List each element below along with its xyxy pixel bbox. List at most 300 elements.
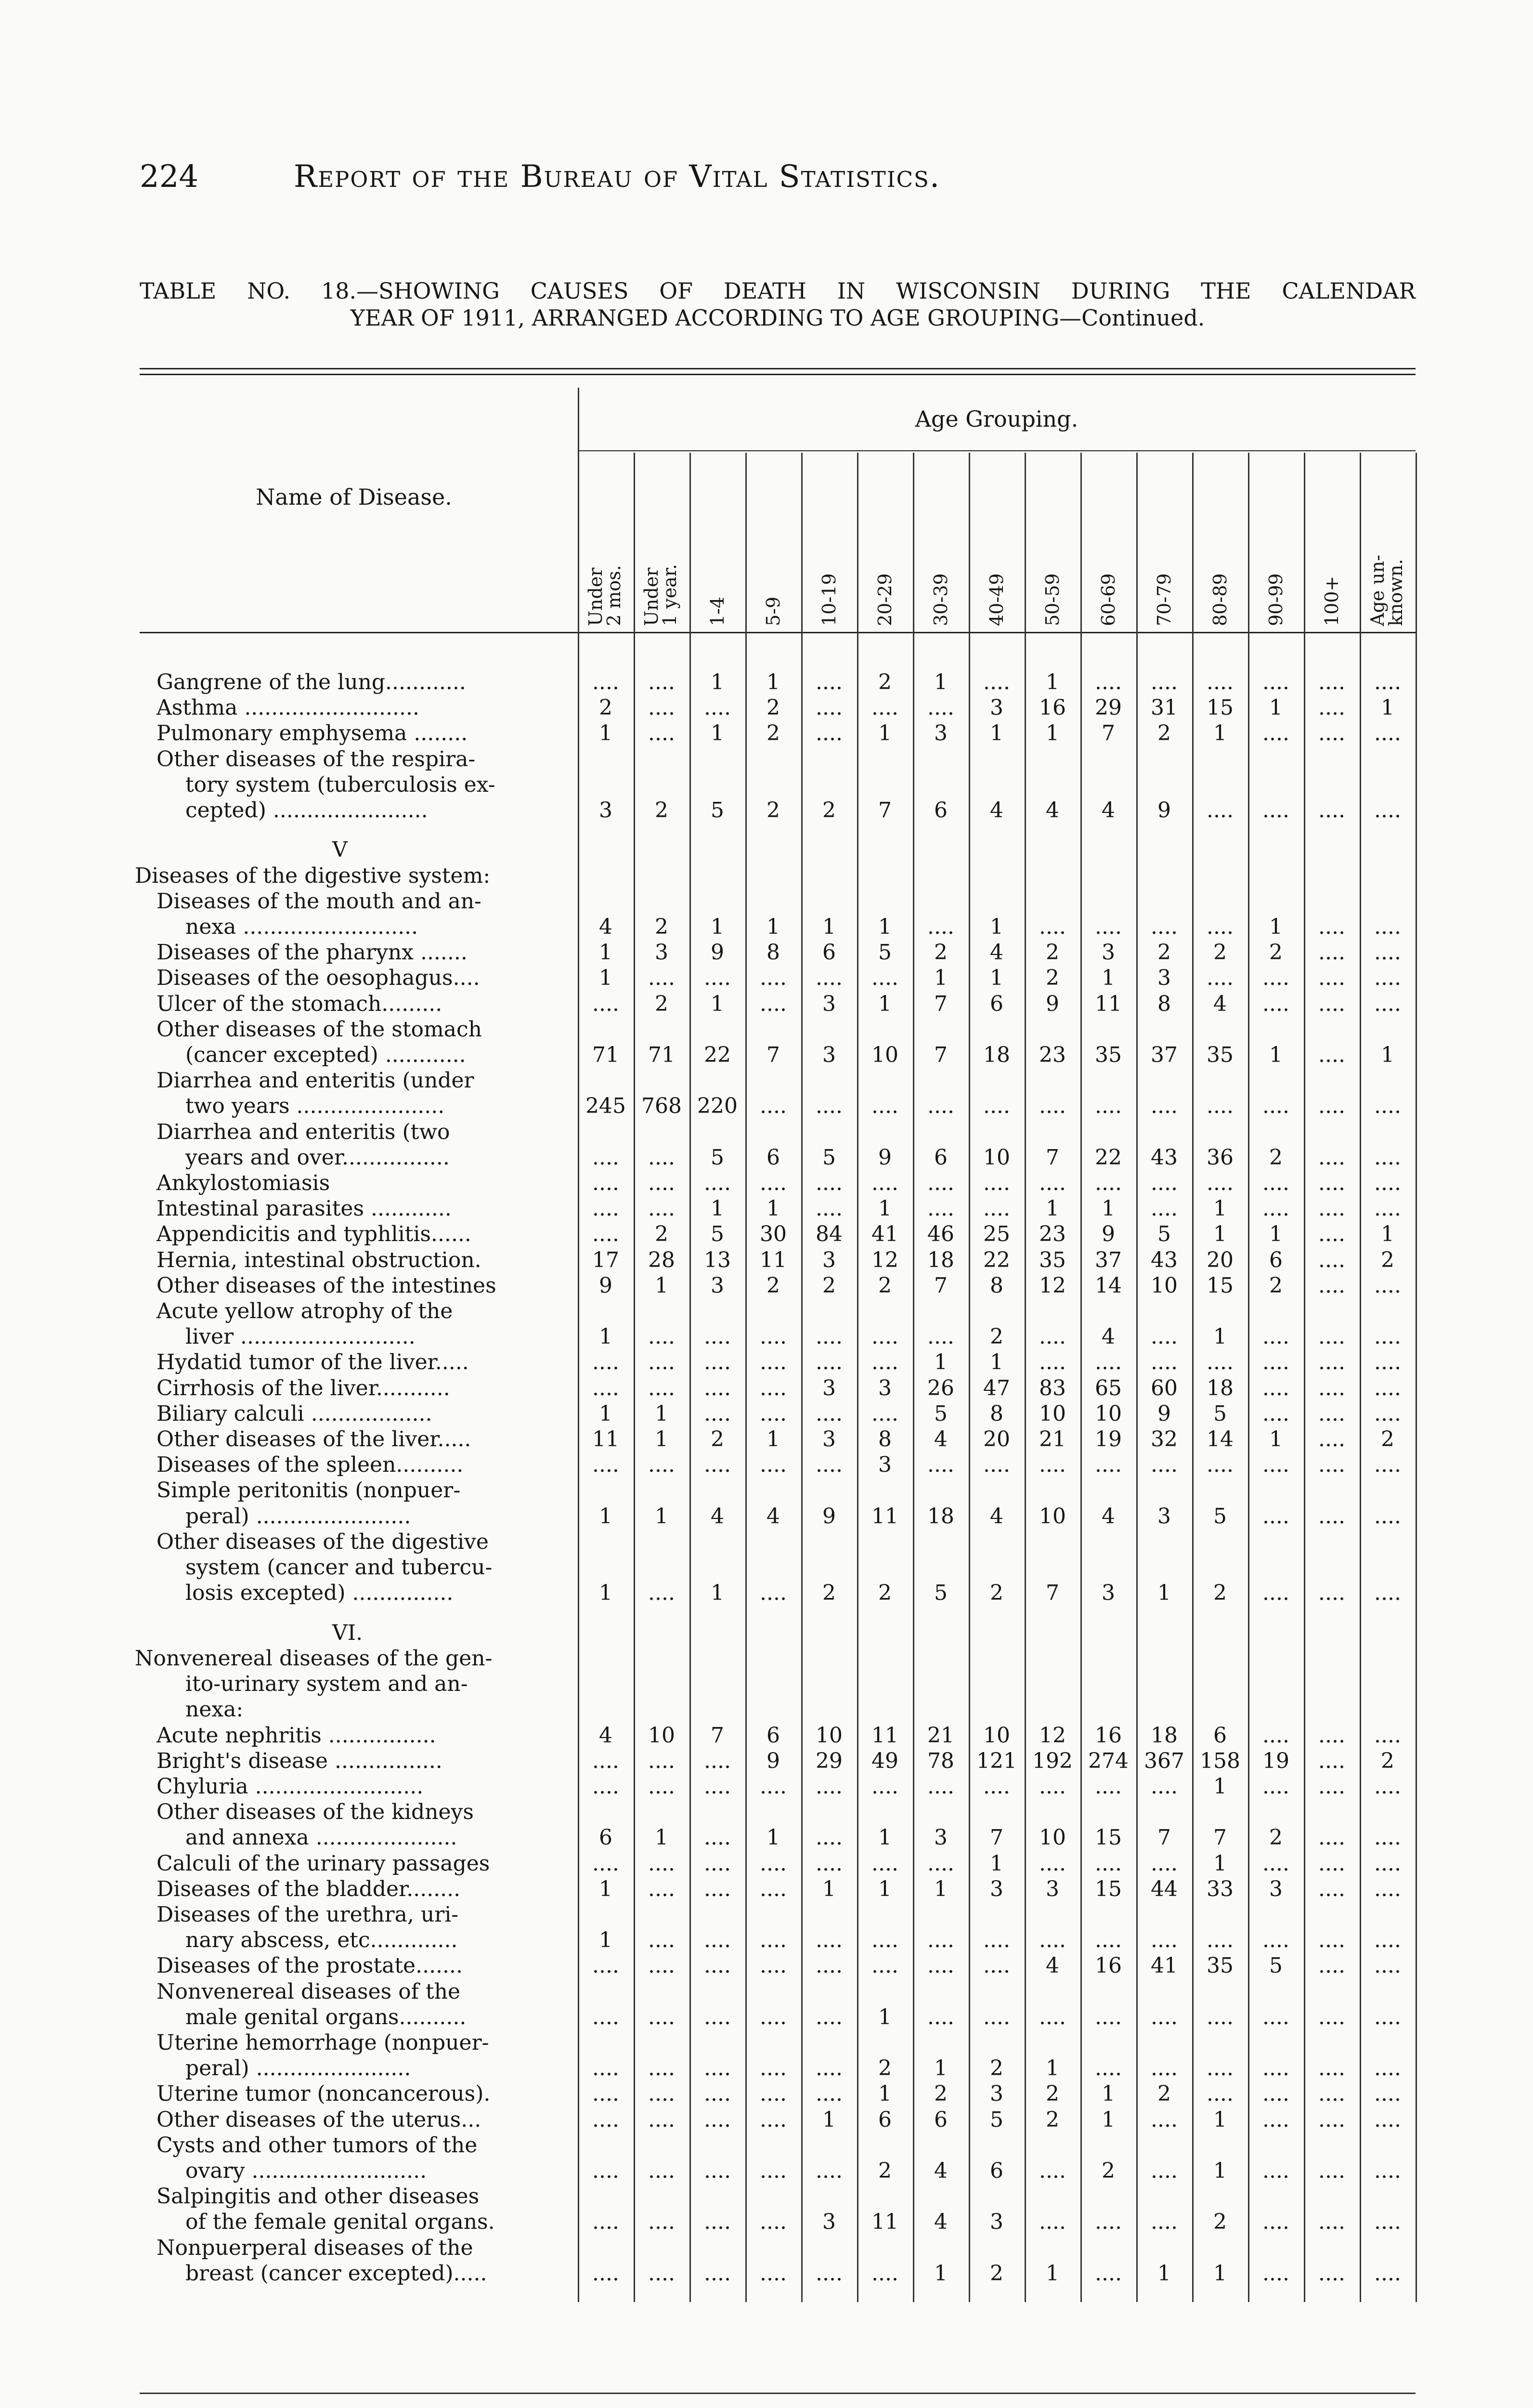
- disease-name: Ankylostomiasis: [156, 1171, 330, 1196]
- table-cell: 2: [766, 1273, 780, 1298]
- table-cell: ....: [1374, 1324, 1401, 1349]
- table-cell: ....: [760, 1350, 787, 1375]
- table-cell: ....: [592, 1196, 619, 1221]
- table-cell: 22: [704, 1043, 731, 1068]
- table-cell: ....: [1095, 1350, 1122, 1375]
- table-cell: ....: [704, 1953, 731, 1978]
- table-cell: 2: [1046, 2081, 1059, 2107]
- table-row: [0, 940, 1533, 966]
- table-cell: ....: [760, 2210, 787, 2235]
- table-cell: ....: [1151, 1453, 1178, 1478]
- table-cell: 1: [934, 966, 948, 991]
- page-header: [140, 159, 1440, 212]
- table-cell: ....: [1095, 1851, 1122, 1876]
- table-cell: 4: [934, 2210, 948, 2235]
- disease-name: breast (cancer excepted).....: [185, 2261, 487, 2286]
- table-cell: ....: [592, 670, 619, 694]
- table-cell: ....: [760, 2107, 787, 2132]
- table-cell: 29: [1095, 695, 1122, 720]
- table-cell: ....: [648, 1748, 675, 1773]
- table-cell: 78: [927, 1748, 954, 1773]
- table-cell: 7: [1046, 1145, 1059, 1170]
- table-cell: ....: [1318, 1196, 1345, 1221]
- table-cell: ....: [704, 1453, 731, 1478]
- table-cell: ....: [1095, 2004, 1122, 2029]
- table-cell: ....: [1374, 2210, 1401, 2235]
- table-cell: 4: [990, 1504, 1003, 1529]
- column-header-line: 50-59: [1042, 573, 1063, 626]
- table-cell: ....: [1262, 2158, 1289, 2183]
- table-cell: ....: [1262, 1171, 1289, 1196]
- table-cell: ....: [1318, 695, 1345, 720]
- column-header: [586, 565, 623, 626]
- table-cell: ....: [1151, 2158, 1178, 2183]
- disease-name: male genital organs..........: [185, 2004, 467, 2029]
- column-header-line: 60-69: [1098, 573, 1119, 626]
- table-cell: ....: [648, 1324, 675, 1349]
- column-header: [819, 573, 839, 626]
- table-cell: ....: [1374, 1453, 1401, 1478]
- table-cell: ....: [1095, 1928, 1122, 1953]
- table-cell: ....: [760, 1928, 787, 1953]
- table-cell: ....: [1374, 1094, 1401, 1119]
- table-cell: ....: [1318, 1723, 1345, 1748]
- column-header: [875, 573, 895, 626]
- table-cell: 7: [1046, 1581, 1059, 1606]
- table-cell: 6: [934, 798, 948, 823]
- table-cell: ....: [760, 2056, 787, 2081]
- table-cell: ....: [760, 1876, 787, 1901]
- table-cell: ....: [592, 1953, 619, 1978]
- table-cell: 44: [1151, 1876, 1178, 1901]
- column-header-line: 1 year.: [659, 564, 680, 626]
- table-cell: ....: [927, 1953, 954, 1978]
- table-cell: ....: [1318, 2056, 1345, 2081]
- table-cell: ....: [760, 966, 787, 991]
- table-cell: ....: [760, 1171, 787, 1196]
- table-cell: 1: [1381, 1043, 1394, 1068]
- table-cell: 4: [1102, 1324, 1115, 1349]
- table-cell: 3: [990, 2081, 1003, 2107]
- table-cell: 6: [934, 1145, 948, 1170]
- table-cell: 10: [648, 1723, 675, 1748]
- table-cell: 1: [934, 2056, 948, 2081]
- table-cell: ....: [704, 1928, 731, 1953]
- table-cell: 3: [1269, 1876, 1283, 1901]
- table-row: [0, 863, 1533, 889]
- table-cell: 9: [822, 1504, 836, 1529]
- table-cell: 18: [983, 1043, 1010, 1068]
- table-row: [0, 1902, 1533, 1928]
- table-cell: 2: [1102, 2158, 1115, 2183]
- table-cell: 274: [1088, 1748, 1129, 1773]
- table-cell: ....: [1318, 1928, 1345, 1953]
- column-header-line: 10-19: [818, 573, 840, 626]
- table-cell: ....: [871, 1350, 898, 1375]
- table-row: [0, 1851, 1533, 1877]
- table-cell: 10: [1039, 1401, 1066, 1426]
- table-cell: ....: [871, 1324, 898, 1349]
- column-header: [987, 573, 1006, 626]
- table-cell: ....: [927, 695, 954, 720]
- table-cell: ....: [1151, 1324, 1178, 1349]
- table-cell: ....: [1095, 1094, 1122, 1119]
- table-cell: 10: [1039, 1825, 1066, 1850]
- table-cell: 23: [1039, 1222, 1066, 1247]
- table-cell: 3: [711, 1273, 724, 1298]
- table-cell: 4: [766, 1504, 780, 1529]
- table-cell: 7: [766, 1043, 780, 1068]
- table-cell: ....: [1262, 1774, 1289, 1799]
- table-cell: 5: [1213, 1401, 1227, 1426]
- table-cell: 158: [1200, 1748, 1240, 1773]
- table-cell: ....: [927, 1774, 954, 1799]
- table-cell: 3: [1157, 1504, 1171, 1529]
- table-row: [0, 2030, 1533, 2056]
- table-cell: ....: [648, 1876, 675, 1901]
- table-cell: 71: [648, 1043, 675, 1068]
- table-cell: ....: [704, 1375, 731, 1400]
- age-grouping-header: Age Grouping.: [915, 406, 1078, 432]
- table-cell: 43: [1151, 1247, 1178, 1272]
- table-cell: 19: [1262, 1748, 1289, 1773]
- table-row: [0, 2004, 1533, 2030]
- disease-name: Diseases of the digestive system:: [135, 863, 491, 888]
- table-cell: 121: [976, 1748, 1017, 1773]
- table-row: [0, 1273, 1533, 1299]
- table-cell: ....: [871, 966, 898, 991]
- table-cell: 2: [1157, 2081, 1171, 2107]
- table-cell: ....: [1262, 2081, 1289, 2107]
- table-cell: 2: [1269, 1825, 1283, 1850]
- table-cell: 3: [878, 1375, 892, 1400]
- table-cell: 12: [1039, 1273, 1066, 1298]
- table-cell: 35: [1207, 1043, 1234, 1068]
- table-cell: 1: [599, 1504, 612, 1529]
- table-cell: ....: [1318, 798, 1345, 823]
- table-cell: 65: [1095, 1375, 1122, 1400]
- table-cell: ....: [1039, 1324, 1066, 1349]
- table-cell: 4: [934, 1427, 948, 1452]
- table-row: [0, 1774, 1533, 1800]
- table-cell: ....: [592, 2107, 619, 2132]
- table-cell: ....: [1151, 1851, 1178, 1876]
- table-cell: ....: [1207, 915, 1234, 940]
- table-cell: ....: [1039, 1171, 1066, 1196]
- table-cell: ....: [1374, 1851, 1401, 1876]
- column-header: [1210, 573, 1230, 626]
- disease-name: Diseases of the bladder........: [156, 1876, 461, 1901]
- table-cell: 6: [766, 1145, 780, 1170]
- table-cell: 1: [1213, 1774, 1227, 1799]
- disease-name: peral) .......................: [185, 2056, 411, 2081]
- table-cell: 10: [983, 1145, 1010, 1170]
- table-cell: ....: [816, 1196, 843, 1221]
- table-cell: ....: [1374, 798, 1401, 823]
- table-cell: 1: [599, 1876, 612, 1901]
- table-cell: 6: [1213, 1723, 1227, 1748]
- table-cell: ....: [1039, 1928, 1066, 1953]
- table-cell: ....: [1039, 2004, 1066, 2029]
- table-cell: 4: [599, 1723, 612, 1748]
- table-cell: ....: [1374, 2056, 1401, 2081]
- column-header: [1368, 555, 1405, 626]
- table-cell: 31: [1151, 695, 1178, 720]
- table-cell: ....: [871, 1953, 898, 1978]
- disease-name: Appendicitis and typhlitis......: [156, 1222, 471, 1247]
- table-cell: ....: [1151, 1774, 1178, 1799]
- table-cell: 1: [1381, 695, 1394, 720]
- table-cell: ....: [1039, 1350, 1066, 1375]
- table-cell: 4: [1046, 1953, 1059, 1978]
- table-cell: 71: [592, 1043, 619, 1068]
- table-cell: ....: [1374, 1723, 1401, 1748]
- table-cell: ....: [1039, 1453, 1066, 1478]
- table-cell: ....: [1318, 1825, 1345, 1850]
- table-cell: ....: [1262, 2004, 1289, 2029]
- table-cell: ....: [1318, 1581, 1345, 1606]
- table-cell: ....: [648, 2081, 675, 2107]
- table-row: [0, 669, 1533, 695]
- table-cell: ....: [760, 2004, 787, 2029]
- table-cell: ....: [816, 1851, 843, 1876]
- table-row: [0, 2209, 1533, 2235]
- table-cell: ....: [1151, 1171, 1178, 1196]
- table-cell: ....: [1039, 2210, 1066, 2235]
- table-row: [0, 1196, 1533, 1222]
- table-cell: 7: [878, 798, 892, 823]
- table-cell: 3: [990, 1876, 1003, 1901]
- table-cell: ....: [760, 1453, 787, 1478]
- table-cell: 5: [934, 1581, 948, 1606]
- table-cell: 20: [1207, 1247, 1234, 1272]
- table-cell: 28: [648, 1247, 675, 1272]
- table-cell: 10: [1039, 1504, 1066, 1529]
- disease-name: Other diseases of the liver.....: [156, 1427, 471, 1452]
- table-cell: ....: [1318, 1953, 1345, 1978]
- disease-name: Diarrhea and enteritis (under: [156, 1068, 474, 1093]
- table-cell: ....: [816, 2004, 843, 2029]
- table-cell: ....: [648, 1196, 675, 1221]
- table-cell: ....: [1318, 2081, 1345, 2107]
- table-cell: 2: [990, 1581, 1003, 1606]
- table-cell: ....: [871, 1401, 898, 1426]
- column-header-line: 30-39: [930, 573, 951, 626]
- table-cell: ....: [983, 1453, 1010, 1478]
- table-cell: ....: [871, 695, 898, 720]
- table-row: [0, 1723, 1533, 1749]
- table-cell: 4: [990, 940, 1003, 965]
- table-cell: ....: [816, 721, 843, 746]
- table-cell: 8: [1157, 991, 1171, 1016]
- table-row: [0, 1504, 1533, 1530]
- table-cell: 3: [822, 1247, 836, 1272]
- table-cell: 37: [1151, 1043, 1178, 1068]
- table-cell: ....: [592, 2004, 619, 2029]
- table-cell: 16: [1095, 1723, 1122, 1748]
- disease-name: system (cancer and tubercu-: [185, 1555, 493, 1580]
- table-cell: 1: [822, 2107, 836, 2132]
- table-cell: ....: [1262, 991, 1289, 1016]
- table-cell: 60: [1151, 1375, 1178, 1400]
- table-cell: 3: [1102, 1581, 1115, 1606]
- column-header: [764, 597, 783, 626]
- table-cell: ....: [816, 1453, 843, 1478]
- table-cell: 5: [934, 1401, 948, 1426]
- table-cell: ....: [816, 1928, 843, 1953]
- table-cell: 2: [878, 670, 892, 694]
- table-cell: ....: [1151, 2210, 1178, 2235]
- table-cell: 17: [592, 1247, 619, 1272]
- table-cell: ....: [983, 1171, 1010, 1196]
- table-cell: ....: [983, 1953, 1010, 1978]
- table-cell: ....: [704, 1876, 731, 1901]
- table-cell: ....: [760, 1375, 787, 1400]
- table-cell: ....: [1262, 966, 1289, 991]
- table-cell: 2: [934, 940, 948, 965]
- table-cell: ....: [704, 966, 731, 991]
- table-cell: 2: [1046, 2107, 1059, 2132]
- table-row: [0, 1349, 1533, 1375]
- table-cell: 9: [1157, 1401, 1171, 1426]
- table-row: [0, 1799, 1533, 1825]
- table-cell: ....: [704, 2261, 731, 2286]
- disease-name: Diseases of the urethra, uri-: [156, 1902, 459, 1927]
- table-cell: ....: [1318, 1401, 1345, 1426]
- table-cell: 2: [1213, 2210, 1227, 2235]
- table-cell: 4: [711, 1504, 724, 1529]
- table-cell: ....: [1318, 2004, 1345, 2029]
- table-cell: ....: [760, 2081, 787, 2107]
- table-cell: 3: [934, 721, 948, 746]
- column-header-line: Under: [641, 567, 662, 626]
- table-cell: ....: [1095, 670, 1122, 694]
- table-cell: ....: [1318, 2107, 1345, 2132]
- table-cell: ....: [648, 2210, 675, 2235]
- disease-name: Nonvenereal diseases of the gen-: [135, 1646, 493, 1671]
- table-cell: 9: [1102, 1222, 1115, 1247]
- table-cell: ....: [592, 991, 619, 1016]
- table-cell: ....: [1374, 940, 1401, 965]
- table-cell: 1: [599, 966, 612, 991]
- table-cell: ....: [1374, 1774, 1401, 1799]
- table-cell: ....: [1374, 1171, 1401, 1196]
- table-row: [0, 1324, 1533, 1350]
- table-row: [0, 1953, 1533, 1979]
- table-cell: 2: [934, 2081, 948, 2107]
- table-cell: 15: [1095, 1876, 1122, 1901]
- table-cell: ....: [1151, 2107, 1178, 2132]
- table-cell: 1: [878, 991, 892, 1016]
- disease-name: Diseases of the pharynx .......: [156, 940, 468, 965]
- table-cell: ....: [1207, 1928, 1234, 1953]
- table-row: [0, 2055, 1533, 2081]
- table-cell: ....: [871, 2261, 898, 2286]
- disease-name: Acute yellow atrophy of the: [156, 1299, 453, 1324]
- table-cell: ....: [927, 1851, 954, 1876]
- table-cell: ....: [816, 966, 843, 991]
- column-header-line: 1-4: [707, 596, 728, 626]
- table-cell: 43: [1151, 1145, 1178, 1170]
- disease-name: Diseases of the spleen..........: [156, 1453, 464, 1478]
- table-cell: 2: [822, 1273, 836, 1298]
- table-row: [0, 1452, 1533, 1478]
- table-cell: ....: [704, 1851, 731, 1876]
- table-cell: ....: [1207, 798, 1234, 823]
- table-cell: 1: [1046, 2056, 1059, 2081]
- table-row: [0, 2133, 1533, 2159]
- column-header: [642, 564, 679, 626]
- table-cell: 7: [1102, 721, 1115, 746]
- disease-name: Acute nephritis ................: [156, 1723, 436, 1748]
- column-header-line: 70-79: [1154, 573, 1175, 626]
- table-cell: ....: [1039, 915, 1066, 940]
- table-cell: 1: [766, 1427, 780, 1452]
- table-cell: ....: [816, 1171, 843, 1196]
- table-cell: 2: [599, 695, 612, 720]
- disease-name: Intestinal parasites ............: [156, 1196, 452, 1221]
- table-cell: 2: [1157, 940, 1171, 965]
- disease-name: V: [332, 838, 348, 863]
- table-cell: 1: [766, 1196, 780, 1221]
- table-cell: ....: [1207, 966, 1234, 991]
- table-cell: ....: [648, 1171, 675, 1196]
- table-cell: ....: [1374, 1375, 1401, 1400]
- table-cell: 5: [990, 2107, 1003, 2132]
- disease-name: peral) .......................: [185, 1504, 411, 1529]
- table-cell: ....: [648, 2261, 675, 2286]
- table-row: [0, 991, 1533, 1017]
- table-cell: 3: [934, 1825, 948, 1850]
- table-cell: ....: [1039, 1094, 1066, 1119]
- table-row: [0, 1042, 1533, 1068]
- table-cell: ....: [760, 1851, 787, 1876]
- table-cell: 4: [990, 798, 1003, 823]
- table-cell: ....: [760, 1401, 787, 1426]
- table-cell: ....: [1318, 1774, 1345, 1799]
- table-cell: 2: [990, 2056, 1003, 2081]
- table-cell: ....: [704, 2210, 731, 2235]
- table-cell: ....: [1374, 1581, 1401, 1606]
- column-header-line: 5-9: [763, 596, 784, 626]
- table-cell: ....: [648, 670, 675, 694]
- table-cell: ....: [927, 1324, 954, 1349]
- table-row: [0, 1927, 1533, 1953]
- table-cell: ....: [1318, 966, 1345, 991]
- table-cell: ....: [592, 1851, 619, 1876]
- column-header: [1322, 576, 1341, 626]
- table-cell: 16: [1039, 695, 1066, 720]
- table-cell: 2: [990, 2261, 1003, 2286]
- table-cell: ....: [1374, 1145, 1401, 1170]
- table-row: [0, 772, 1533, 798]
- table-cell: ....: [704, 1324, 731, 1349]
- table-cell: ....: [1262, 1350, 1289, 1375]
- disease-name: Gangrene of the lung............: [156, 670, 466, 694]
- table-cell: ....: [1318, 721, 1345, 746]
- table-cell: 1: [711, 721, 724, 746]
- table-cell: 11: [760, 1247, 787, 1272]
- table-cell: 3: [990, 695, 1003, 720]
- table-row: [0, 1247, 1533, 1273]
- table-cell: 1: [990, 915, 1003, 940]
- table-cell: 3: [822, 2210, 836, 2235]
- table-cell: 2: [655, 1222, 668, 1247]
- table-cell: ....: [1039, 1774, 1066, 1799]
- table-cell: 36: [1207, 1145, 1234, 1170]
- table-cell: ....: [1374, 1953, 1401, 1978]
- table-cell: ....: [871, 1774, 898, 1799]
